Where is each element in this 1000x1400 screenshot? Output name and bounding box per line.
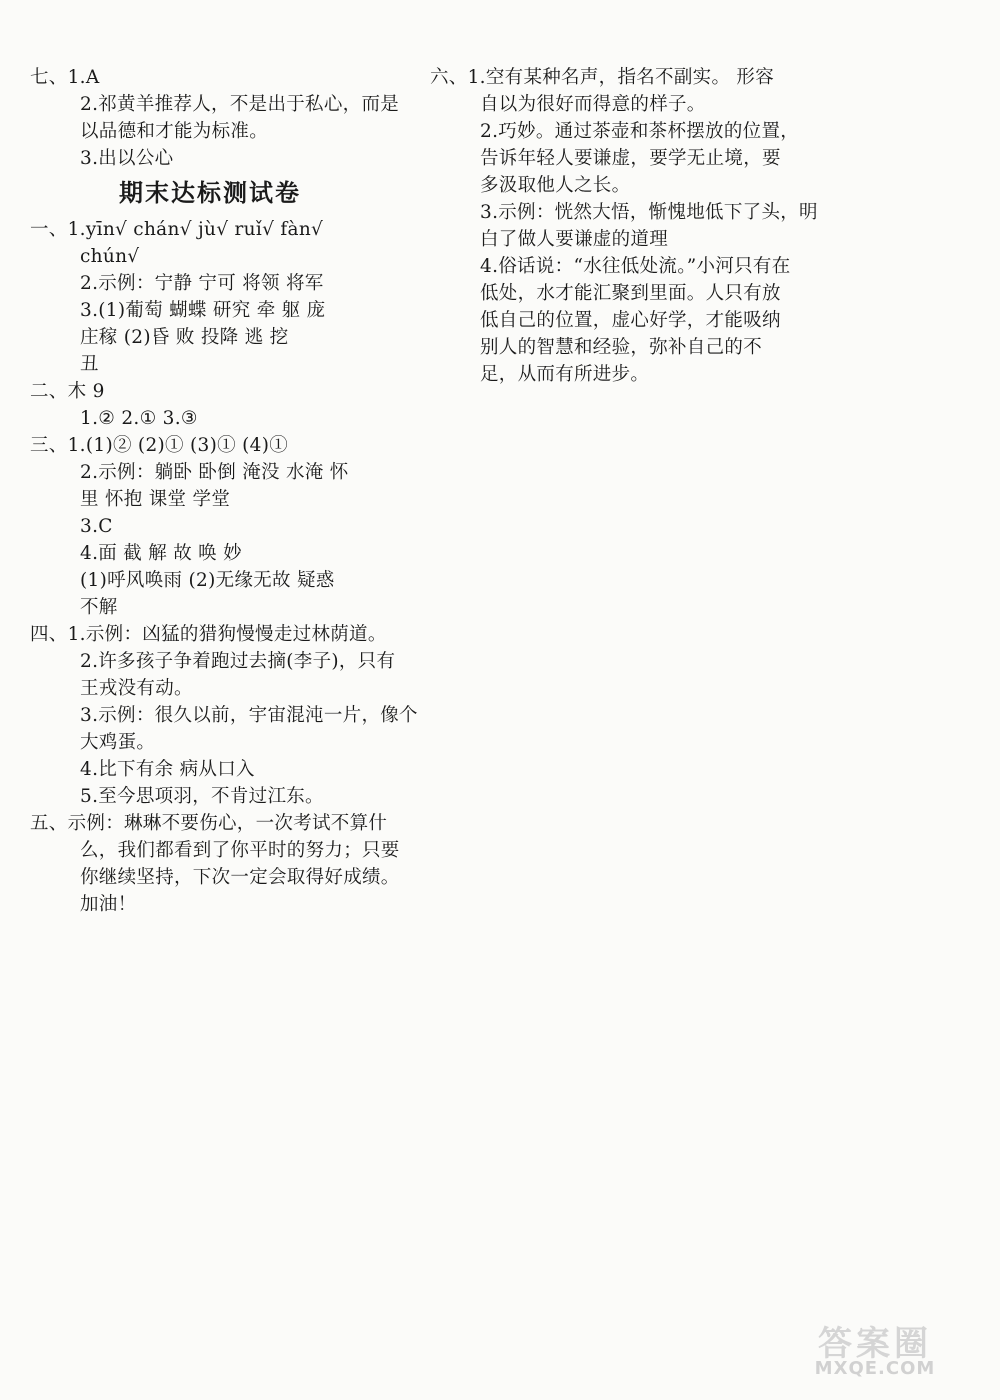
watermark-url: MXQE.COM xyxy=(814,1358,936,1379)
answer-line: 告诉年轻人要谦虚，要学无止境，要 xyxy=(480,148,781,169)
answer-line: 你继续坚持，下次一定会取得好成绩。 xyxy=(80,867,400,888)
answer-line: 里 怀抱 课堂 学堂 xyxy=(80,489,231,510)
answer-line: 大鸡蛋。 xyxy=(80,732,156,753)
answer-line: 多汲取他人之长。 xyxy=(480,175,631,196)
answer-line: 丑 xyxy=(80,354,99,375)
watermark-main-text: 答案圈 xyxy=(818,1324,932,1364)
answer-line: 六、1.空有某种名声，指名不副实。 形容 xyxy=(430,67,775,88)
answer-line: 5.至今思项羽，不肯过江东。 xyxy=(80,786,324,807)
answer-line: 1.② 2.① 3.③ xyxy=(80,408,198,429)
answer-line: 庄稼 (2)昏 败 投降 逃 挖 xyxy=(80,327,289,348)
answer-line: 2.许多孩子争着跑过去摘(李子)，只有 xyxy=(80,651,396,672)
answer-line: 3.C xyxy=(80,516,113,537)
answer-line: 3.示例：很久以前，宇宙混沌一片，像个 xyxy=(80,705,418,726)
answer-line: 3.示例：恍然大悟，惭愧地低下了头，明 xyxy=(480,202,818,223)
answer-line: 加油！ xyxy=(80,894,137,915)
answer-line: chún√ xyxy=(80,246,140,267)
answer-line: 不解 xyxy=(80,597,118,618)
answer-line: 4.俗话说：“水往低处流。”小河只有在 xyxy=(480,256,791,277)
answer-line: 2.示例：宁静 宁可 将领 将军 xyxy=(80,273,324,294)
answer-line: 五、示例：琳琳不要伤心，一次考试不算什 xyxy=(30,813,388,834)
answer-line: 足，从而有所进步。 xyxy=(480,364,650,385)
answer-line: 别人的智慧和经验，弥补自己的不 xyxy=(480,337,763,358)
answer-line: 3.(1)葡萄 蝴蝶 研究 牵 躯 庞 xyxy=(80,300,326,321)
answer-line: 四、1.示例：凶猛的猎狗慢慢走过林荫道。 xyxy=(30,624,387,645)
answer-line: 以品德和才能为标准。 xyxy=(80,121,269,142)
answer-line: 三、1.(1)② (2)① (3)① (4)① xyxy=(30,435,289,456)
answer-line: 么，我们都看到了你平时的努力；只要 xyxy=(80,840,400,861)
answer-line: 3.出以公心 xyxy=(80,148,174,169)
answer-line: 二、木 9 xyxy=(30,381,105,402)
answer-line: 2.巧妙。通过茶壶和茶杯摆放的位置， xyxy=(480,121,800,142)
answer-line: 4.比下有余 病从口入 xyxy=(80,759,255,780)
answer-line: 自以为很好而得意的样子。 xyxy=(480,94,706,115)
answer-line: 低处，水才能汇聚到里面。人只有放 xyxy=(480,283,781,304)
watermark-logo xyxy=(790,1316,960,1386)
answer-line: 2.示例：躺卧 卧倒 淹没 水淹 怀 xyxy=(80,462,349,483)
answer-line: 一、1.yīn√ chán√ jù√ ruǐ√ fàn√ xyxy=(30,219,324,240)
right-column xyxy=(430,64,818,388)
section-title: 期末达标测试卷 xyxy=(119,179,301,207)
answer-line: 七、1.A xyxy=(30,67,100,88)
left-column xyxy=(30,64,418,918)
answer-line: 白了做人要谦虚的道理 xyxy=(480,229,669,250)
answer-line: 王戎没有动。 xyxy=(80,678,193,699)
answer-line: 4.面 截 解 故 唤 妙 xyxy=(80,543,242,564)
answer-line: 低自己的位置，虚心好学，才能吸纳 xyxy=(480,310,781,331)
answer-line: (1)呼风唤雨 (2)无缘无故 疑惑 xyxy=(80,570,335,591)
answer-line: 2.祁黄羊推荐人，不是出于私心，而是 xyxy=(80,94,400,115)
